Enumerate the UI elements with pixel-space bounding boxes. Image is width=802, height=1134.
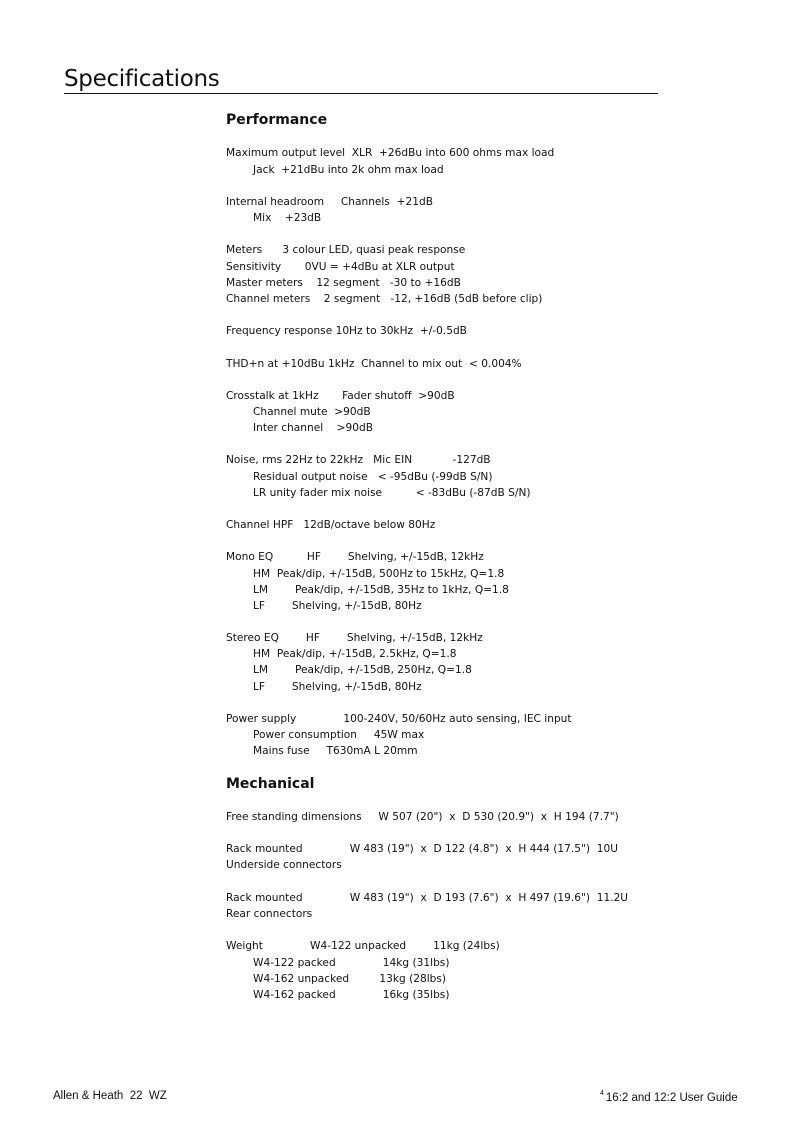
spec-line: LM Peak/dip, +/-15dB, 250Hz, Q=1.8 bbox=[253, 664, 472, 676]
spec-line: Crosstalk at 1kHz Fader shutoff >90dB bbox=[226, 390, 455, 402]
spec-line: LM Peak/dip, +/-15dB, 35Hz to 1kHz, Q=1.8 bbox=[253, 584, 509, 596]
spec-line: Underside connectors bbox=[226, 859, 342, 871]
spec-line: W4-162 packed 16kg (35lbs) bbox=[253, 989, 450, 1001]
spec-line: Weight W4-122 unpacked 11kg (24lbs) bbox=[226, 940, 500, 952]
spec-line: Internal headroom Channels +21dB bbox=[226, 196, 433, 208]
spec-line: W4-122 packed 14kg (31lbs) bbox=[253, 957, 450, 969]
footer-right bbox=[600, 1090, 738, 1104]
spec-line: Jack +21dBu into 2k ohm max load bbox=[253, 164, 444, 176]
spec-line: Mains fuse T630mA L 20mm bbox=[253, 745, 418, 757]
spec-line: Frequency response 10Hz to 30kHz +/-0.5dB bbox=[226, 325, 467, 337]
spec-line: Free standing dimensions W 507 (20") x D 530 (20.9") x H 194 (7.7") bbox=[226, 811, 619, 823]
guide-title: 16:2 and 12:2 User Guide bbox=[605, 1092, 738, 1104]
spec-line: Rear connectors bbox=[226, 908, 313, 920]
spec-line: Power supply 100-240V, 50/60Hz auto sensing, IEC input bbox=[226, 713, 572, 725]
section-heading-mechanical: Mechanical bbox=[226, 776, 315, 792]
spec-line: Channel mute >90dB bbox=[253, 406, 371, 418]
spec-line: THD+n at +10dBu 1kHz Channel to mix out < 0.004% bbox=[226, 358, 522, 370]
spec-line: Channel HPF 12dB/octave below 80Hz bbox=[226, 519, 436, 531]
spec-line: Mix +23dB bbox=[253, 212, 322, 224]
spec-line: Noise, rms 22Hz to 22kHz Mic EIN -127dB bbox=[226, 454, 491, 466]
spec-line: Mono EQ HF Shelving, +/-15dB, 12kHz bbox=[226, 551, 484, 563]
spec-line: Channel meters 2 segment -12, +16dB (5dB before clip) bbox=[226, 293, 543, 305]
spec-line: HM Peak/dip, +/-15dB, 500Hz to 15kHz, Q=1.8 bbox=[253, 568, 505, 580]
spec-line: Master meters 12 segment -30 to +16dB bbox=[226, 277, 461, 289]
spec-line: Power consumption 45W max bbox=[253, 729, 425, 741]
spec-line: W4-162 unpacked 13kg (28lbs) bbox=[253, 973, 447, 985]
spec-line: LR unity fader mix noise < -83dBu (-87dB S/N) bbox=[253, 487, 531, 499]
spec-line: Rack mounted W 483 (19") x D 122 (4.8") x H 444 (17.5") 10U bbox=[226, 843, 618, 855]
title-rule bbox=[64, 93, 658, 94]
spec-line: Inter channel >90dB bbox=[253, 422, 373, 434]
page-title: Specifications bbox=[64, 66, 220, 92]
spec-line: Sensitivity 0VU = +4dBu at XLR output bbox=[226, 261, 455, 273]
spec-line: Residual output noise < -95dBu (-99dB S/N) bbox=[253, 471, 493, 483]
spec-line: Maximum output level XLR +26dBu into 600 ohms max load bbox=[226, 147, 555, 159]
spec-line: Stereo EQ HF Shelving, +/-15dB, 12kHz bbox=[226, 632, 483, 644]
spec-line: Rack mounted W 483 (19") x D 193 (7.6") x H 497 (19.6") 11.2U bbox=[226, 892, 629, 904]
spec-line: LF Shelving, +/-15dB, 80Hz bbox=[253, 681, 422, 693]
section-heading-performance: Performance bbox=[226, 112, 328, 128]
spec-line: Meters 3 colour LED, quasi peak response bbox=[226, 244, 466, 256]
spec-line: LF Shelving, +/-15dB, 80Hz bbox=[253, 600, 422, 612]
spec-line: HM Peak/dip, +/-15dB, 2.5kHz, Q=1.8 bbox=[253, 648, 457, 660]
footer-left: Allen & Heath 22 WZ bbox=[53, 1090, 167, 1102]
page-number: 4 bbox=[600, 1090, 604, 1097]
